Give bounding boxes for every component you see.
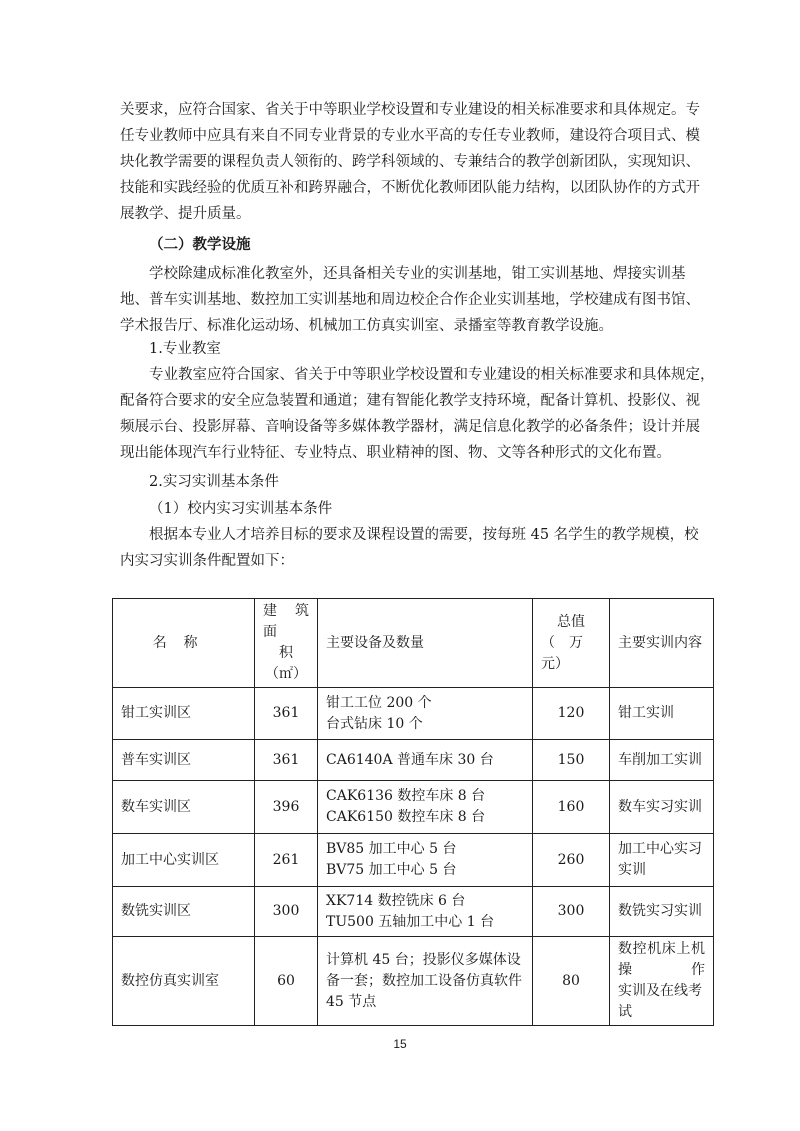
cell-value: 120 [533, 688, 610, 740]
cell-value: 80 [533, 937, 610, 1026]
training-facilities-table [112, 598, 714, 1026]
subheading-on-campus-training: （1）校内实习实训基本条件 [149, 501, 333, 517]
header-name: 名称 [113, 599, 255, 688]
header-area: 建 筑 面 积（㎡） [255, 599, 318, 688]
cell-area: 396 [255, 781, 318, 834]
text-line: 关要求，应符合国家、省关于中等职业学校设置和专业建设的相关标准要求和具体规定。专 [120, 102, 700, 118]
text-line: 块化教学需要的课程负责人领衔的、跨学科领域的、专兼结合的教学创新团队，实现知识、 [120, 154, 700, 170]
cell-content: 加工中心实习实训 [610, 834, 714, 887]
cell-name: 钳工实训区 [113, 688, 255, 740]
paragraph-classrooms [120, 362, 715, 466]
cell-content: 数控机床上机操作 实训及在线考试 [610, 937, 714, 1026]
text-line: 技能和实践经验的优质互补和跨界融合，不断优化教师团队能力结构，以团队协作的方式开 [120, 180, 700, 196]
subheading-classrooms: 1.专业教室 [149, 341, 221, 357]
subheading-training-conditions: 2.实习实训基本条件 [149, 474, 279, 490]
cell-name: 加工中心实训区 [113, 834, 255, 887]
cell-equipment: CAK6136 数控车床 8 台 CAK6150 数控车床 8 台 [318, 781, 533, 834]
table-row [113, 887, 714, 937]
header-value: 总值 （ 万 元） [533, 599, 610, 688]
cell-equipment: 钳工工位 200 个 台式钻床 10 个 [318, 688, 533, 740]
text-line: 根据本专业人才培养目标的要求及课程设置的需要，按每班 45 名学生的教学规模，校 [149, 527, 699, 543]
cell-content: 车削加工实训 [610, 740, 714, 781]
cell-value: 160 [533, 781, 610, 834]
table-row [113, 740, 714, 781]
table-header-row [113, 599, 714, 688]
text-line: 现出能体现汽车行业特征、专业特点、职业精神的图、物、文等各种形式的文化布置。 [120, 445, 671, 461]
text-line: 频展示台、投影屏幕、音响设备等多媒体教学器材，满足信息化教学的必备条件；设计并展 [120, 419, 700, 435]
text-line: 学术报告厅、标准化运动场、机械加工仿真实训室、录播室等教育教学设施。 [120, 318, 613, 334]
cell-content: 钳工实训 [610, 688, 714, 740]
cell-equipment: 计算机 45 台；投影仪多媒体设 备一套；数控加工设备仿真软件 45 节点 [318, 937, 533, 1026]
header-equipment: 主要设备及数量 [318, 599, 533, 688]
cell-name: 数控仿真实训室 [113, 937, 255, 1026]
header-content: 主要实训内容 [610, 599, 714, 688]
cell-equipment: XK714 数控铣床 6 台 TU500 五轴加工中心 1 台 [318, 887, 533, 937]
page-number: 15 [393, 1037, 407, 1051]
cell-value: 150 [533, 740, 610, 781]
cell-equipment: BV85 加工中心 5 台 BV75 加工中心 5 台 [318, 834, 533, 887]
cell-area: 361 [255, 688, 318, 740]
cell-area: 361 [255, 740, 318, 781]
cell-name: 普车实训区 [113, 740, 255, 781]
text-line: 任专业教师中应具有来自不同专业背景的专业水平高的专任专业教师，建设符合项目式、模 [120, 128, 700, 144]
text-line: 地、普车实训基地、数控加工实训基地和周边校企合作企业实训基地，学校建成有图书馆、 [120, 292, 700, 308]
text-line: 内实习实训条件配置如下： [120, 553, 294, 569]
table-row [113, 781, 714, 834]
section-heading-facilities: （二）教学设施 [149, 236, 251, 253]
table-row [113, 688, 714, 740]
cell-name: 数车实训区 [113, 781, 255, 834]
cell-value: 300 [533, 887, 610, 937]
table-row [113, 937, 714, 1026]
paragraph-facilities [120, 261, 700, 339]
cell-value: 260 [533, 834, 610, 887]
cell-name: 数铣实训区 [113, 887, 255, 937]
paragraph-training-intro [120, 522, 699, 574]
cell-area: 261 [255, 834, 318, 887]
cell-equipment: CA6140A 普通车床 30 台 [318, 740, 533, 781]
text-line: 展教学、提升质量。 [120, 206, 251, 222]
cell-content: 数车实习实训 [610, 781, 714, 834]
cell-content: 数铣实习实训 [610, 887, 714, 937]
paragraph-teachers [120, 97, 700, 227]
text-line: 学校除建成标准化教室外，还具备相关专业的实训基地，钳工实训基地、焊接实训基 [149, 266, 686, 282]
cell-area: 60 [255, 937, 318, 1026]
table-row [113, 834, 714, 887]
cell-area: 300 [255, 887, 318, 937]
text-line: 专业教室应符合国家、省关于中等职业学校设置和专业建设的相关标准要求和具体规定， [149, 367, 715, 383]
text-line: 配备符合要求的安全应急装置和通道；建有智能化教学支持环境，配备计算机、投影仪、视 [120, 393, 700, 409]
